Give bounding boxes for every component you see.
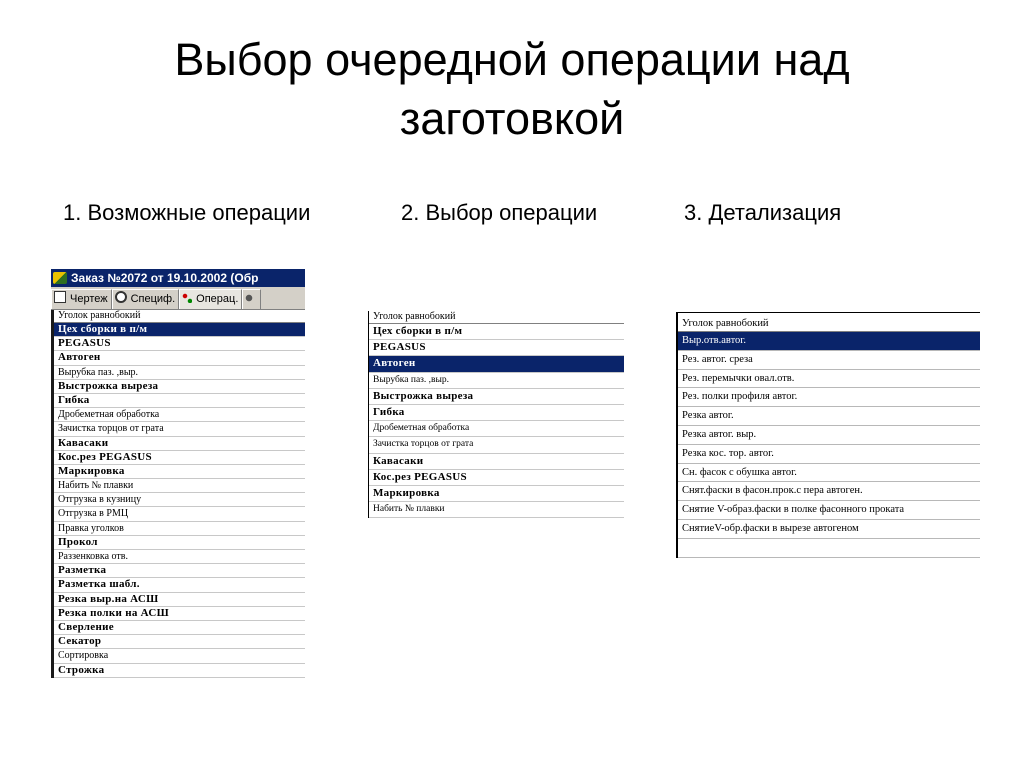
list-item[interactable]: Прокол (54, 536, 305, 550)
list-item[interactable]: Рез. перемычки овал.отв. (678, 370, 980, 389)
list-header: Уголок равнобокий (369, 311, 624, 324)
step-caption-2: 2. Выбор операции (401, 200, 598, 225)
list-item[interactable]: Разметка (54, 564, 305, 578)
list-header: Уголок равнобокий (54, 310, 305, 323)
list-item[interactable]: Автоген (54, 351, 305, 365)
window-title: Заказ №2072 от 19.10.2002 (Обр (71, 271, 259, 285)
step-caption-1: 1. Возможные операции (63, 200, 311, 225)
tab-specification[interactable] (112, 289, 180, 309)
list-item[interactable]: Вырубка паз. ,выр. (369, 373, 624, 389)
list-item[interactable]: Цех сборки в п/м (54, 323, 305, 337)
list-item[interactable]: Рез. полки профиля автог. (678, 388, 980, 407)
list-item[interactable]: Кавасаки (54, 437, 305, 451)
list-item[interactable]: СнятиеV-обр.фаски в вырезе автогеном (678, 520, 980, 539)
list-item[interactable]: Кос.рез PEGASUS (369, 470, 624, 486)
list-item[interactable]: Отгрузка в РМЦ (54, 507, 305, 521)
operations-icon (182, 293, 192, 303)
list-item[interactable]: Строжка (54, 664, 305, 678)
list-header: Уголок равнобокий (678, 312, 980, 332)
list-item[interactable]: Резка автог. (678, 407, 980, 426)
list-item[interactable]: Раззенковка отв. (54, 550, 305, 564)
list-item[interactable]: Кос.рез PEGASUS (54, 451, 305, 465)
list-item[interactable]: Резка полки на АСШ (54, 607, 305, 621)
list-item[interactable]: Зачистка торцов от грата (369, 437, 624, 453)
magnifier-icon (115, 291, 127, 303)
list-item[interactable]: Выстрожка выреза (54, 380, 305, 394)
list-item[interactable]: Дробеметная обработка (54, 408, 305, 422)
list-item[interactable]: Правка уголков (54, 522, 305, 536)
list-item[interactable]: Гибка (54, 394, 305, 408)
slide-title-line-2: заготовкой (399, 93, 625, 144)
list-item[interactable]: Секатор (54, 635, 305, 649)
slide-title-line-1: Выбор очередной операции над (174, 34, 850, 85)
more-icon (245, 293, 253, 303)
list-item[interactable]: PEGASUS (369, 340, 624, 356)
list-item[interactable] (678, 539, 980, 558)
tab-operations[interactable] (179, 289, 242, 309)
list-item[interactable]: Сн. фасок с обушка автог. (678, 464, 980, 483)
step-caption-3: 3. Детализация (684, 200, 842, 225)
list-item[interactable]: Сортировка (54, 649, 305, 663)
list-item[interactable]: Резка выр.на АСШ (54, 593, 305, 607)
slide-title (0, 30, 1024, 148)
operations-list (51, 310, 305, 678)
list-item[interactable]: Выстрожка выреза (369, 389, 624, 405)
list-item[interactable]: Резка автог. выр. (678, 426, 980, 445)
list-item[interactable]: Выр.отв.автог. (678, 332, 980, 351)
list-item[interactable]: Кавасаки (369, 454, 624, 470)
list-item[interactable]: Гибка (369, 405, 624, 421)
list-item[interactable]: Маркировка (369, 486, 624, 502)
list-item[interactable]: Снятие V-образ.фаски в полке фасонного проката (678, 501, 980, 520)
operations-list (368, 311, 624, 518)
list-item[interactable]: Снят.фаски в фасон.прок.с пера автоген. (678, 482, 980, 501)
tab-drawing-label: Чертеж (70, 293, 108, 305)
list-item[interactable]: Набить № плавки (369, 502, 624, 518)
list-item[interactable]: Дробеметная обработка (369, 421, 624, 437)
tab-operations-label: Операц. (196, 293, 239, 305)
app-icon (53, 272, 67, 284)
list-item[interactable]: Отгрузка в кузницу (54, 493, 305, 507)
operation-selection-screenshot (368, 311, 624, 520)
list-item[interactable]: Сверление (54, 621, 305, 635)
list-item[interactable]: Разметка шабл. (54, 578, 305, 592)
operations-window-screenshot (51, 269, 305, 679)
list-item[interactable]: Набить № плавки (54, 479, 305, 493)
list-item[interactable]: Вырубка паз. ,выр. (54, 366, 305, 380)
list-item[interactable]: Автоген (369, 356, 624, 372)
tab-specification-label: Специф. (130, 293, 176, 305)
tab-drawing[interactable] (51, 289, 112, 309)
document-icon (54, 291, 66, 303)
window-title-bar (51, 269, 305, 287)
list-item[interactable]: Цех сборки в п/м (369, 324, 624, 340)
operation-detail-screenshot (676, 312, 980, 562)
list-item[interactable]: Резка кос. тор. автог. (678, 445, 980, 464)
tab-bar (51, 287, 305, 310)
list-item[interactable]: Рез. автог. среза (678, 351, 980, 370)
detail-list (676, 312, 980, 558)
list-item[interactable]: Зачистка торцов от грата (54, 422, 305, 436)
tab-more[interactable] (242, 289, 261, 309)
list-item[interactable]: PEGASUS (54, 337, 305, 351)
list-item[interactable]: Маркировка (54, 465, 305, 479)
